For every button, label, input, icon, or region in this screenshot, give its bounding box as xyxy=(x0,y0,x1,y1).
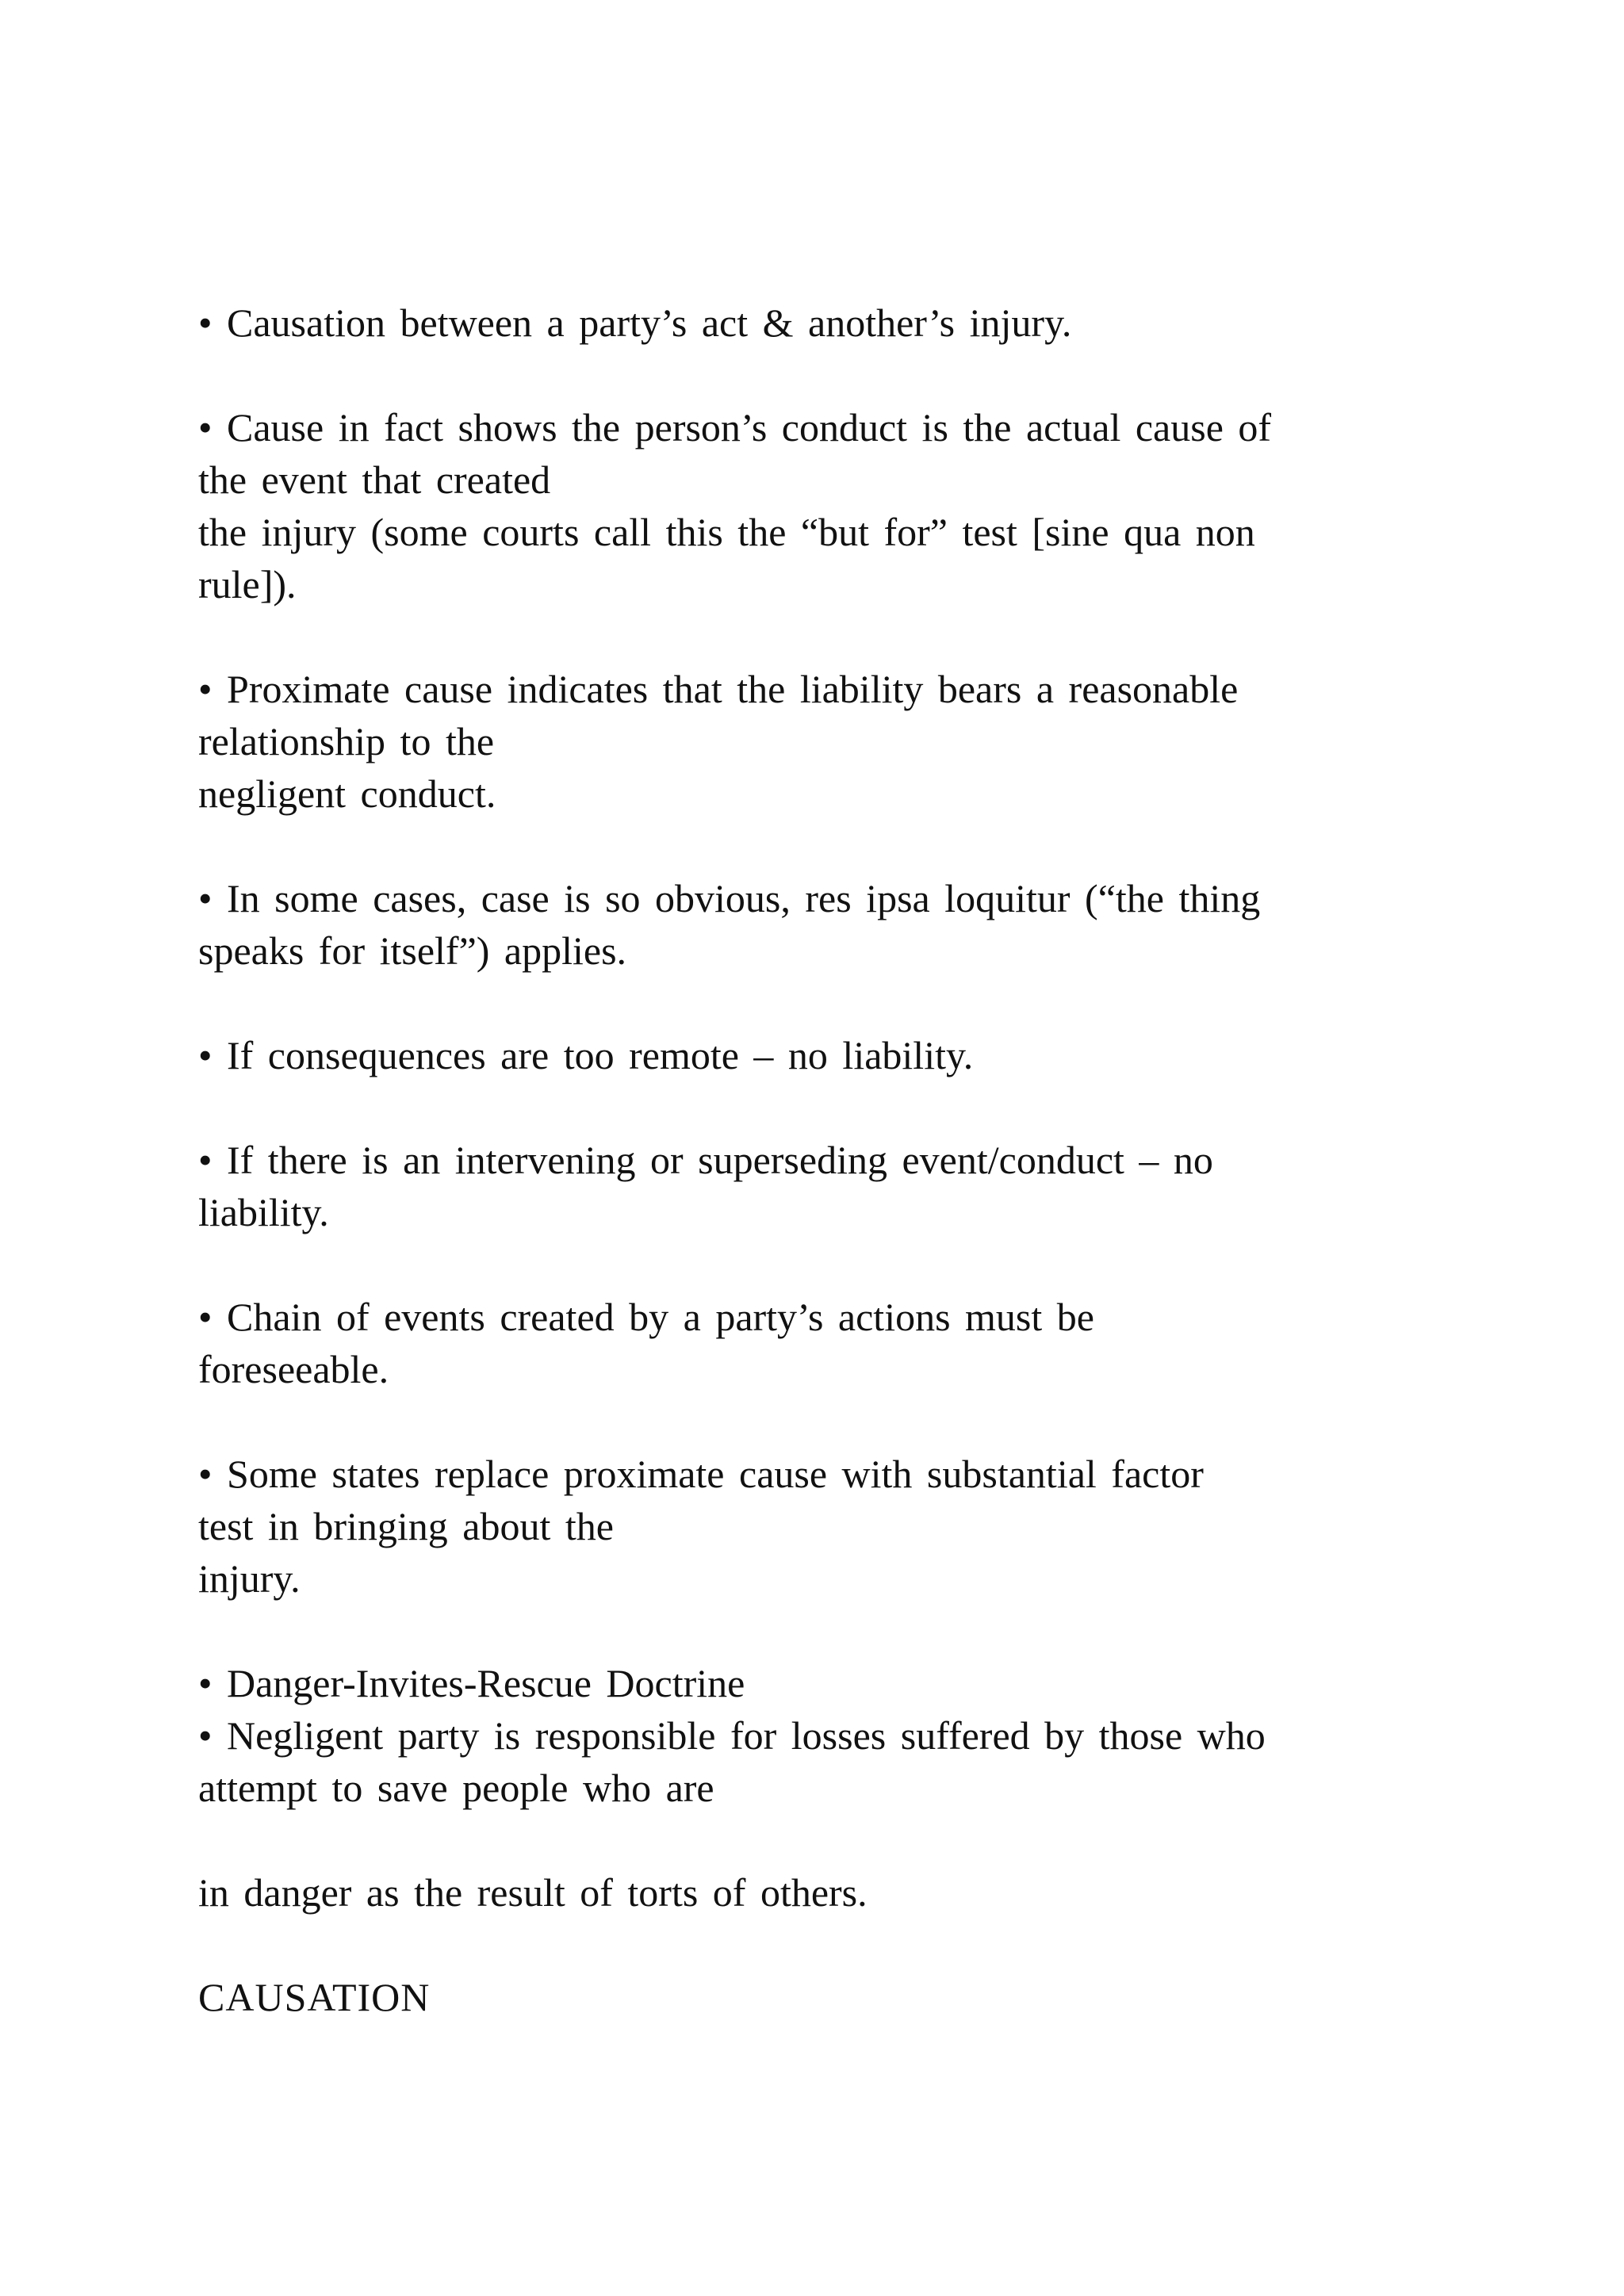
text-line: • If there is an intervening or superseding event/conduct – no xyxy=(198,1138,1213,1182)
paragraph-danger-invites-rescue xyxy=(198,1657,1467,1814)
text-line: in danger as the result of torts of others. xyxy=(198,1870,868,1915)
text-line: rule]). xyxy=(198,562,297,607)
paragraph-res-ipsa-loquitur xyxy=(198,872,1467,977)
text-line: • If consequences are too remote – no liability. xyxy=(198,1033,974,1077)
text-line: negligent conduct. xyxy=(198,771,496,816)
text-line: • Negligent party is responsible for losses suffered by those who xyxy=(198,1713,1266,1758)
paragraph-remote-consequences xyxy=(198,1029,1467,1081)
heading-text: CAUSATION xyxy=(198,1975,431,2019)
text-line: foreseeable. xyxy=(198,1347,389,1391)
text-line: liability. xyxy=(198,1190,329,1234)
text-line: injury. xyxy=(198,1556,301,1601)
text-line: • Causation between a party’s act & another’s injury. xyxy=(198,300,1072,345)
section-heading xyxy=(198,1971,1467,2023)
paragraph-chain-of-events xyxy=(198,1291,1467,1395)
paragraph-substantial-factor xyxy=(198,1448,1467,1605)
text-line: the event that created xyxy=(198,457,551,502)
paragraph-in-danger xyxy=(198,1866,1467,1919)
text-line: • Chain of events created by a party’s actions must be xyxy=(198,1295,1094,1339)
paragraph-proximate-cause xyxy=(198,663,1467,820)
text-line: speaks for itself”) applies. xyxy=(198,928,627,973)
paragraph-cause-in-fact xyxy=(198,401,1467,610)
paragraph-intervening-event xyxy=(198,1134,1467,1238)
text-line: • Danger-Invites-Rescue Doctrine xyxy=(198,1661,745,1705)
text-line: the injury (some courts call this the “but for” test [sine qua non xyxy=(198,510,1255,554)
text-line: relationship to the xyxy=(198,719,495,763)
text-line: • Cause in fact shows the person’s conduct is the actual cause of xyxy=(198,405,1272,450)
text-line: test in bringing about the xyxy=(198,1504,614,1548)
text-line: • Proximate cause indicates that the liability bears a reasonable xyxy=(198,667,1239,711)
text-line: attempt to save people who are xyxy=(198,1766,714,1810)
text-line: • In some cases, case is so obvious, res ipsa loquitur (“the thing xyxy=(198,876,1261,920)
document-body xyxy=(198,297,1467,2023)
text-line: • Some states replace proximate cause with substantial factor xyxy=(198,1452,1204,1496)
paragraph-causation-between xyxy=(198,297,1467,349)
